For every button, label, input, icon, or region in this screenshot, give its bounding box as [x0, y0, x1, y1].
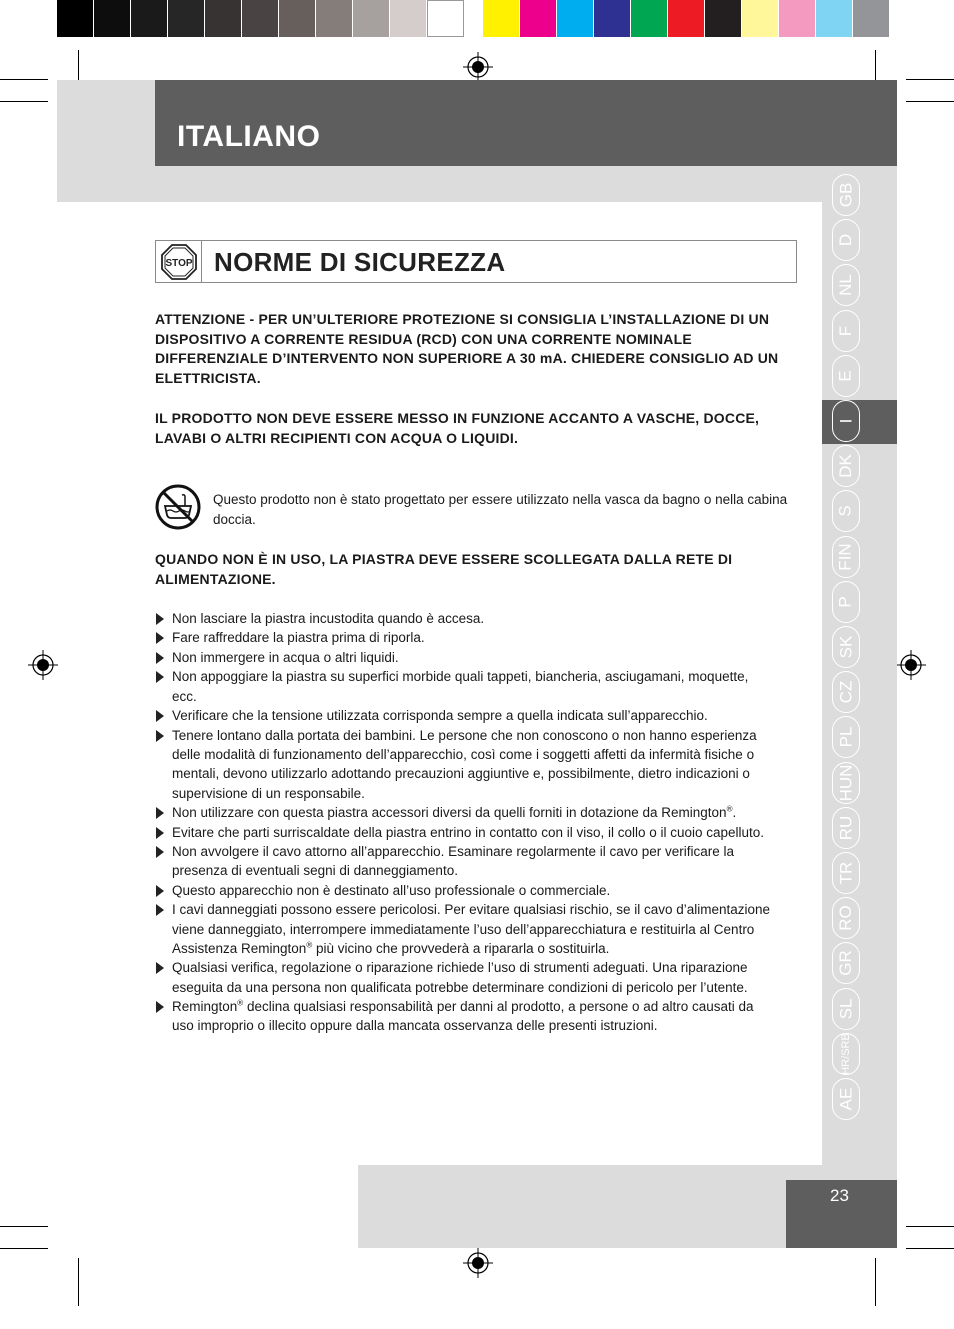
section-title: NORME DI SICUREZZA	[214, 247, 506, 277]
gray-swatch	[390, 0, 427, 37]
stop-sign-icon	[160, 243, 198, 281]
language-tab-label: RU	[836, 815, 855, 841]
language-tab-label: I	[835, 418, 855, 424]
section-heading	[155, 240, 797, 283]
language-tab-label: GR	[836, 950, 855, 977]
language-tab-label: RO	[836, 905, 855, 931]
language-tab-i[interactable]	[832, 400, 860, 442]
color-swatch	[631, 0, 668, 37]
crop-mark	[906, 1226, 954, 1227]
no-bath-icon	[155, 484, 201, 530]
language-tab-sl[interactable]	[832, 988, 860, 1030]
gray-swatch	[427, 0, 464, 37]
language-tab-tr[interactable]	[832, 852, 860, 894]
gray-swatch	[205, 0, 242, 37]
language-tab-gb[interactable]	[832, 174, 860, 216]
language-tab-label: FIN	[836, 542, 856, 571]
registration-mark-icon	[896, 650, 926, 680]
safety-bullet: Non immergere in acqua o altri liquidi.	[155, 648, 775, 667]
language-tab-label: HR/SRB	[840, 1033, 852, 1075]
gray-swatch	[242, 0, 279, 37]
language-tab-label: P	[836, 596, 855, 608]
safety-bullet: Evitare che parti surriscaldate della piastra entrino in contatto con il viso, il collo o il cuoio capelluto.	[155, 823, 775, 842]
language-tab-label: SL	[835, 998, 855, 1019]
language-tab-gr[interactable]	[832, 942, 860, 984]
gray-swatch	[316, 0, 353, 37]
language-tab-cz[interactable]	[832, 671, 860, 713]
grayscale-calibration-bar	[57, 0, 464, 38]
safety-bullet-list	[155, 609, 775, 1036]
language-tab-label: F	[835, 325, 855, 336]
stop-label: STOP	[164, 257, 193, 269]
stop-sign-box	[156, 241, 202, 282]
color-swatch	[742, 0, 779, 37]
language-tab-f[interactable]	[832, 310, 860, 352]
language-tab-pl[interactable]	[832, 716, 860, 758]
language-tab-label: NL	[835, 274, 855, 297]
color-swatch	[853, 0, 890, 37]
language-tab-ro[interactable]	[832, 897, 860, 939]
language-tab-label: SK	[836, 635, 855, 659]
color-swatch	[557, 0, 594, 37]
language-tab-nl[interactable]	[832, 264, 860, 306]
language-tab-label: CZ	[835, 680, 855, 704]
safety-bullet: I cavi danneggiati possono essere pericolosi. Per evitare qualsiasi rischio, se il cavo d’alimentazione viene danneggiato, interrompere immediatamente l’uso dell’apparecchiatura e restituirla al Centro Assistenza Remington® più vicino che provvederà a ripararla o sostituirla.	[155, 900, 775, 958]
gray-swatch	[94, 0, 131, 37]
language-tab-label: E	[836, 370, 855, 382]
language-tab-s[interactable]	[832, 490, 860, 532]
crop-mark	[906, 101, 954, 102]
language-tab-d[interactable]	[832, 219, 860, 261]
registration-mark-icon	[463, 52, 493, 82]
water-warning: IL PRODOTTO NON DEVE ESSERE MESSO IN FUNZIONE ACCANTO A VASCHE, DOCCE, LAVABI O ALTRI RECIPIENTI CON ACQUA O LIQUIDI.	[155, 410, 760, 446]
safety-bullet: Tenere lontano dalla portata dei bambini. Le persone che non conoscono o non hanno esperienza delle modalità di funzionamento dell’apparecchio, così come i soggetti affetti da infermità fisiche o mentali, devono utilizzarlo adottando precauzioni aggiuntive e, possibilmente, dietro indicazioni o supervisione di un responsabile.	[155, 726, 775, 803]
crop-mark	[875, 1258, 876, 1306]
language-tab-hr-srb[interactable]	[832, 1033, 860, 1075]
unplug-warning: QUANDO NON È IN USO, LA PIASTRA DEVE ESSERE SCOLLEGATA DALLA RETE DI ALIMENTAZIONE.	[155, 551, 733, 587]
language-tab-e[interactable]	[832, 355, 860, 397]
language-tab-sk[interactable]	[832, 626, 860, 668]
language-tab-fin[interactable]	[832, 536, 860, 578]
gray-swatch	[353, 0, 390, 37]
language-tab-label: AE	[836, 1087, 855, 1111]
language-tab-label: GB	[836, 182, 855, 208]
safety-bullet: Fare raffreddare la piastra prima di riporla.	[155, 628, 775, 647]
crop-mark	[0, 79, 48, 80]
color-swatch	[779, 0, 816, 37]
safety-bullet: Non utilizzare con questa piastra accessori diversi da quelli forniti in dotazione da Remington®.	[155, 803, 775, 822]
crop-mark	[0, 101, 48, 102]
safety-bullet: Verificare che la tensione utilizzata corrisponda sempre a quella indicata sull’apparecchio.	[155, 706, 775, 725]
safety-bullet: Non appoggiare la piastra su superfici morbide quali tappeti, biancheria, asciugamani, moquette, ecc.	[155, 667, 775, 706]
color-swatch	[668, 0, 705, 37]
language-tab-ae[interactable]	[832, 1078, 860, 1120]
language-tab-label: D	[836, 234, 855, 247]
language-tab-p[interactable]	[832, 581, 860, 623]
crop-mark	[0, 1248, 48, 1249]
registration-mark-icon	[463, 1248, 493, 1278]
crop-mark	[906, 1248, 954, 1249]
language-sidebar	[822, 166, 897, 1165]
language-tab-hun[interactable]	[832, 762, 860, 804]
color-swatch	[816, 0, 853, 37]
bath-note: Questo prodotto non è stato progettato per essere utilizzato nella vasca da bagno o nella cabina doccia.	[213, 492, 788, 527]
safety-bullet: Non lasciare la piastra incustodita quando è accesa.	[155, 609, 775, 628]
gray-swatch	[131, 0, 168, 37]
safety-bullet: Remington® declina qualsiasi responsabilità per danni al prodotto, a persone o ad altro causati da uso improprio o illecito oppure dalla mancata osservanza delle presenti istruzioni.	[155, 997, 775, 1036]
language-tab-label: TR	[835, 861, 855, 885]
color-calibration-bar	[483, 0, 890, 38]
language-tab-ru[interactable]	[832, 807, 860, 849]
crop-mark	[0, 1226, 48, 1227]
language-tab-label: S	[836, 505, 855, 518]
language-tab-dk[interactable]	[832, 445, 860, 487]
gray-swatch	[279, 0, 316, 37]
language-tab-label: PL	[835, 726, 855, 748]
gray-swatch	[57, 0, 94, 37]
gray-swatch	[168, 0, 205, 37]
language-tab-label: HUN	[836, 764, 855, 802]
registration-mark-icon	[28, 650, 58, 680]
rcd-warning: ATTENZIONE - PER UN’ULTERIORE PROTEZIONE SI CONSIGLIA L’INSTALLAZIONE DI UN DISPOSITIVO A CORRENTE RESIDUA (RCD) CON UNA CORRENTE NOMINALE DIFFERENZIALE D’INTERVENTO NON SUPERIORE A 30 mA. CHIEDERE CONSIGLIO AD UN ELETTRICISTA.	[155, 311, 779, 386]
color-swatch	[520, 0, 557, 37]
crop-mark	[78, 1258, 79, 1306]
color-swatch	[483, 0, 520, 37]
language-tab-label: DK	[836, 454, 855, 478]
page-number: 23	[830, 1186, 849, 1205]
safety-bullet: Qualsiasi verifica, regolazione o riparazione richiede l’uso di strumenti adeguati. Una riparazione eseguita da una persona non qualificata potrebbe determinare condizioni di pericolo per l’utente.	[155, 958, 775, 997]
safety-bullet: Questo apparecchio non è destinato all’uso professionale o commerciale.	[155, 881, 775, 900]
crop-mark	[906, 79, 954, 80]
safety-bullet: Non avvolgere il cavo attorno all’apparecchio. Esaminare regolarmente il cavo per verificare la presenza di eventuali segni di danneggiamento.	[155, 842, 775, 881]
page-number-box	[786, 1180, 897, 1248]
color-swatch	[594, 0, 631, 37]
language-header	[155, 80, 897, 166]
language-title: ITALIANO	[177, 120, 321, 153]
color-swatch	[705, 0, 742, 37]
